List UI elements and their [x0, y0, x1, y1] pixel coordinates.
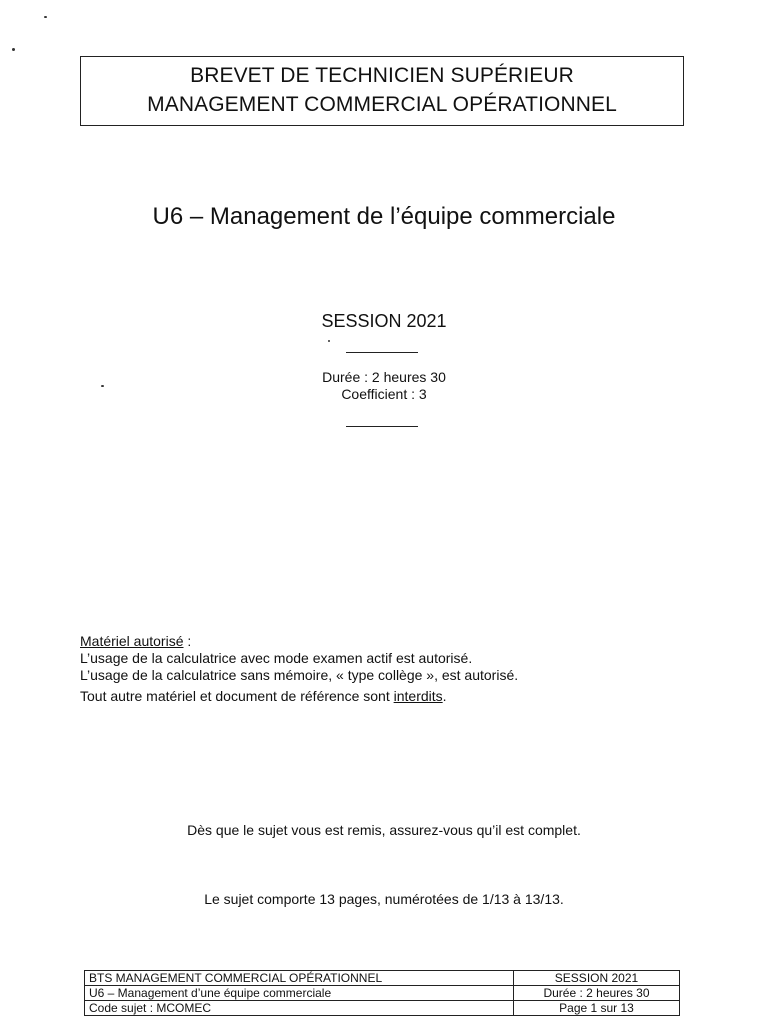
header-box: [80, 56, 684, 126]
exam-meta: [0, 369, 768, 403]
material-line-2: L’usage de la calculatrice sans mémoire, « type collège », est autorisé.: [80, 667, 519, 683]
footer-cell-right: SESSION 2021: [514, 971, 680, 986]
material-line-3-emphasis: interdits: [393, 688, 443, 704]
footer-cell-left: U6 – Management d’une équipe commerciale: [85, 986, 514, 1001]
scan-speck: [328, 340, 330, 342]
material-line-3: [80, 688, 680, 705]
footer-row: [85, 971, 680, 986]
coefficient-text: Coefficient : 3: [341, 386, 427, 402]
material-heading-line: [80, 633, 680, 650]
material-line-1: L’usage de la calculatrice avec mode examen actif est autorisé.: [80, 650, 473, 666]
separator-rule: [346, 426, 418, 427]
header-line-2: MANAGEMENT COMMERCIAL OPÉRATIONNEL: [147, 93, 617, 116]
session-label: SESSION 2021: [321, 311, 447, 331]
footer-cell-right: Durée : 2 heures 30: [514, 986, 680, 1001]
material-line-3-prefix: Tout autre matériel et document de référence sont: [80, 688, 394, 704]
separator-rule: [346, 352, 418, 353]
page-count-notice: Le sujet comporte 13 pages, numérotées de 1/13 à 13/13.: [204, 891, 564, 907]
footer-row: [85, 986, 680, 1001]
authorized-material-section: [80, 633, 680, 705]
footer-cell-right: Page 1 sur 13: [514, 1001, 680, 1016]
scan-speck: [44, 16, 47, 18]
material-line-3-suffix: .: [442, 688, 447, 704]
completeness-notice: Dès que le sujet vous est remis, assurez-vous qu’il est complet.: [187, 822, 581, 838]
exam-title: U6 – Management de l’équipe commerciale: [152, 203, 616, 230]
header-line-1: BREVET DE TECHNICIEN SUPÉRIEUR: [190, 64, 574, 87]
material-heading-suffix: :: [183, 633, 192, 649]
material-heading: Matériel autorisé: [80, 633, 184, 649]
scan-speck: [12, 48, 15, 51]
footer-cell-left: Code sujet : MCOMEC: [85, 1001, 514, 1016]
duration-text: Durée : 2 heures 30: [322, 369, 446, 385]
footer-row: [85, 1001, 680, 1016]
footer-table: [84, 970, 680, 1016]
footer-cell-left: BTS MANAGEMENT COMMERCIAL OPÉRATIONNEL: [85, 971, 514, 986]
